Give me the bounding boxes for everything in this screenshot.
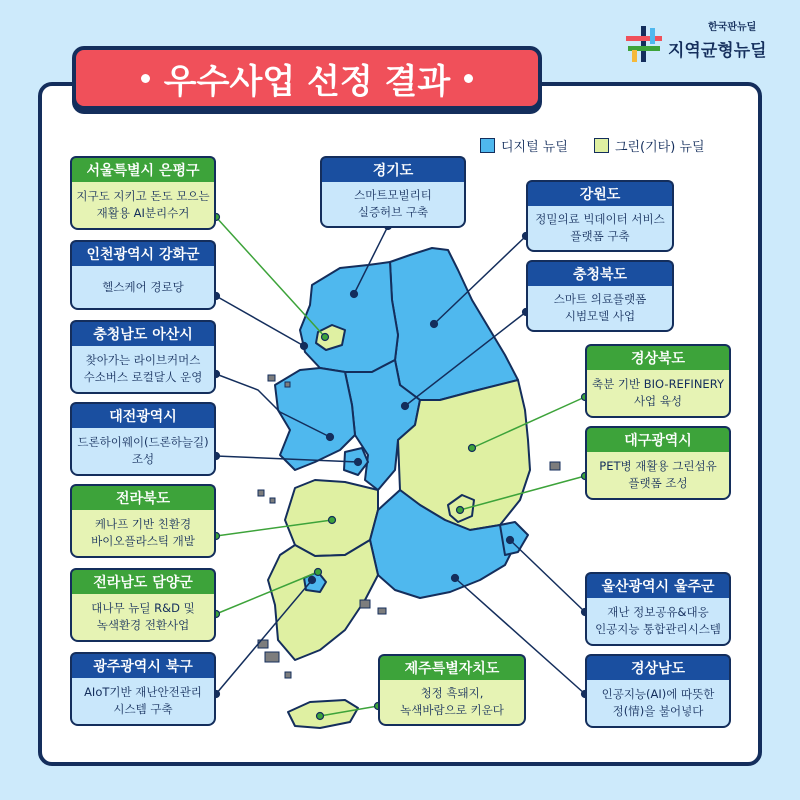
project-card-seoul-eunpyeong	[70, 156, 216, 230]
project-region: 광주광역시 북구	[70, 652, 216, 678]
project-desc-line1: 찾아가는 라이브커머스	[85, 353, 201, 367]
project-card-jeonnam-damyang	[70, 568, 216, 642]
project-card-gwangju-buk	[70, 652, 216, 726]
project-card-chungbuk	[526, 260, 674, 332]
project-desc-line2: 실증허브 구축	[357, 205, 429, 219]
legend-label-green: 그린(기타) 뉴딜	[614, 140, 705, 155]
marker-dot	[327, 434, 334, 441]
project-desc-line1: 헬스케어 경로당	[102, 279, 184, 294]
project-desc-line1: AIoT기반 재난안전관리	[84, 685, 202, 699]
project-region: 대전광역시	[70, 402, 216, 428]
marker-dot	[309, 577, 316, 584]
project-desc-line1: 드론하이웨이(드론하늘길)	[77, 435, 209, 449]
project-desc-line2: 수소버스 로컬달人 운영	[83, 370, 203, 384]
marker-dot	[301, 343, 308, 350]
project-region: 울산광역시 울주군	[585, 572, 731, 598]
project-desc-line2: 시범모델 사업	[564, 309, 636, 323]
island	[258, 490, 264, 496]
brand-subtitle: 한국판뉴딜	[708, 22, 757, 33]
project-desc-line2: 정(情)을 불어넣다	[612, 704, 704, 718]
project-region: 경기도	[320, 156, 466, 182]
project-desc-line1: PET병 재활용 그린섬유	[599, 459, 717, 473]
project-region: 인천광역시 강화군	[70, 240, 216, 266]
project-desc-line1: 청정 흑돼지,	[420, 686, 484, 700]
project-region: 제주특별자치도	[378, 654, 526, 680]
project-card-chungnam-asan	[70, 320, 216, 394]
leader-incheon	[216, 296, 304, 346]
project-desc-line2: 플랫폼 구축	[570, 229, 630, 243]
project-card-gyeongnam	[585, 654, 731, 728]
project-region: 서울특별시 은평구	[70, 156, 216, 182]
legend-label-digital: 디지털 뉴딜	[501, 140, 568, 155]
project-desc-line2: 녹색환경 전환사업	[96, 618, 190, 632]
project-desc-line1: 스마트 의료플랫폼	[553, 292, 647, 306]
project-desc-line1: 대나무 뉴딜 R&D 및	[91, 601, 195, 615]
project-region: 충청남도 아산시	[70, 320, 216, 346]
project-card-gyeonggi	[320, 156, 466, 228]
marker-dot	[355, 459, 362, 466]
island	[378, 608, 386, 614]
project-region: 충청북도	[526, 260, 674, 286]
project-card-gyeongbuk	[585, 344, 731, 418]
project-desc-line2: 바이오플라스틱 개발	[91, 534, 195, 548]
marker-dot	[402, 403, 409, 410]
island	[265, 652, 279, 662]
marker-dot	[507, 537, 514, 544]
marker-dot	[431, 321, 438, 328]
region-gyeonggi	[300, 262, 398, 372]
page-title: 우수사업 선정 결과	[163, 61, 451, 102]
island	[360, 600, 370, 608]
project-desc-line2: 조성	[131, 452, 155, 466]
project-desc-line1: 스마트모빌리티	[354, 188, 432, 202]
marker-dot	[317, 713, 324, 720]
leader-ulsan	[510, 540, 585, 612]
marker-dot	[469, 445, 476, 452]
project-card-gangwon	[526, 180, 674, 252]
project-region: 경상남도	[585, 654, 731, 680]
marker-dot	[351, 291, 358, 298]
project-region: 전라북도	[70, 484, 216, 510]
project-card-incheon-ganghwa	[70, 240, 216, 310]
marker-dot	[329, 517, 336, 524]
project-card-ulsan-ulju	[585, 572, 731, 646]
marker-dot	[457, 507, 464, 514]
marker-dot	[452, 575, 459, 582]
project-desc-line2: 시스템 구축	[113, 702, 173, 716]
project-desc-line2: 사업 육성	[633, 394, 683, 408]
island	[285, 672, 291, 678]
project-card-daegu	[585, 426, 731, 500]
project-desc-line2: 플랫폼 조성	[628, 476, 688, 490]
project-region: 경상북도	[585, 344, 731, 370]
leader-seoul	[216, 217, 325, 337]
marker-dot	[322, 334, 329, 341]
project-region: 강원도	[526, 180, 674, 206]
island	[550, 462, 560, 470]
project-desc-line1: 케나프 기반 친환경	[94, 517, 192, 531]
project-desc-line1: 재난 정보공유&대응	[607, 605, 709, 619]
island	[268, 375, 275, 381]
region-ulsan	[500, 522, 528, 555]
project-desc-line1: 지구도 지키고 돈도 모으는	[76, 189, 210, 203]
island	[285, 382, 290, 387]
project-desc-line1: 인공지능(AI)에 따뜻한	[601, 687, 715, 701]
project-desc-line2: 재활용 AI분리수거	[96, 206, 190, 220]
project-desc-line2: 인공지능 통합관리시스템	[595, 622, 721, 636]
project-desc-line1: 정밀의료 빅데이터 서비스	[535, 212, 665, 226]
project-desc-line1: 축분 기반 BIO-REFINERY	[592, 377, 724, 391]
project-region: 전라남도 담양군	[70, 568, 216, 594]
project-region: 대구광역시	[585, 426, 731, 452]
project-card-jeonbuk	[70, 484, 216, 558]
brand-title: 지역균형뉴딜	[668, 41, 767, 61]
project-desc-line2: 녹색바람으로 키운다	[400, 703, 504, 717]
marker-dot	[315, 569, 322, 576]
region-gangwon	[390, 248, 518, 400]
project-card-jeju	[378, 654, 526, 726]
project-card-daejeon	[70, 402, 216, 476]
island	[270, 498, 275, 503]
